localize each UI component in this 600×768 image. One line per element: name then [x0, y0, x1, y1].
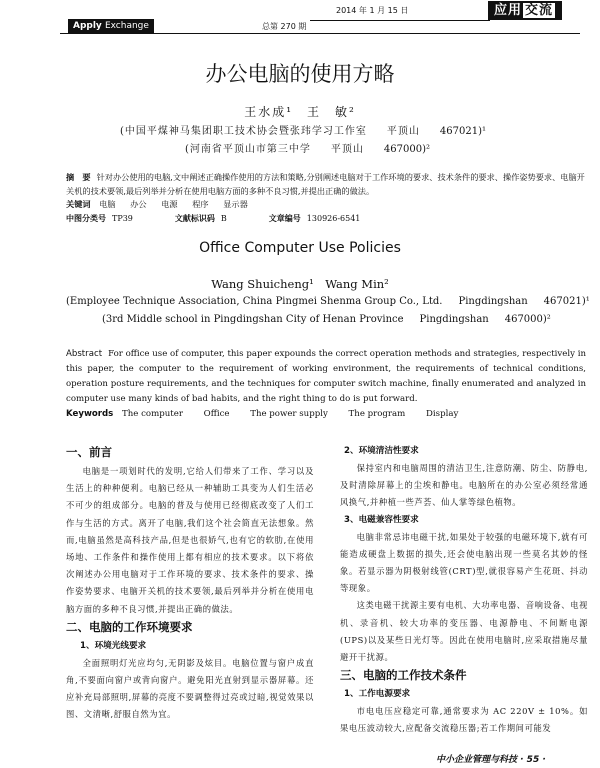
- page-footer: 中小企业管理与科技 · 55 ·: [436, 755, 546, 765]
- journal-tag-apply: Apply: [73, 21, 102, 31]
- affiliation-en-1-city: Pingdingshan: [458, 296, 528, 307]
- journal-tag: [68, 19, 154, 33]
- abstract-cn-text: 针对办公使用的电脑,文中阐述正确操作使用的方法和策略,分别阐述电脑对于工作环境的要求、技术条件的要求、操作姿势要求、电脑开关机的技术要领,最后列举并分析在使用电脑方面的多种不良习惯,并提出正确的做法。: [66, 172, 585, 196]
- classification-row: [66, 213, 360, 224]
- affiliation-en-2-city: Pingdingshan: [419, 314, 489, 325]
- keyword-en: The power supply: [250, 409, 328, 419]
- keyword-en: The program: [348, 409, 406, 419]
- keyword-en: The computer: [122, 409, 183, 419]
- column-label-b: 交流: [522, 2, 556, 19]
- keyword-en: Display: [426, 409, 459, 419]
- subsection-2-3-paragraph-2: 这类电磁干扰源主要有电机、大功率电器、音响设备、电视机、录音机、较大功率的变压器、电源静电、不间断电源(UPS)以及某些日光灯等。因此在使用电脑时,应采取措施尽量避开干扰源。: [340, 600, 588, 663]
- affiliation-en-2-zip: 467000)²: [504, 314, 551, 325]
- article-no-label: 文章编号: [268, 214, 301, 223]
- affiliation-en-1-org: (Employee Technique Association, China Pingmei Shenma Group Co., Ltd.: [66, 296, 443, 307]
- keywords-cn-label: 关键词: [66, 199, 91, 209]
- body-column-right: [340, 443, 588, 738]
- affiliation-en-2-org: (3rd Middle school in Pingdingshan City of Henan Province: [102, 314, 404, 325]
- keyword-cn: 显示器: [223, 199, 248, 209]
- article-title-en: Office Computer Use Policies: [199, 240, 401, 256]
- authors-en: Wang Shuicheng¹ Wang Min²: [211, 277, 389, 291]
- subsection-heading-3-1: 1、工作电源要求: [344, 689, 411, 700]
- section-heading-2: 二、电脑的工作环境要求: [66, 619, 193, 634]
- subsection-heading-2-1: 1、环境光线要求: [80, 640, 147, 651]
- affiliation-cn-2-city: 平顶山: [330, 144, 364, 155]
- body-column-left: [66, 443, 314, 724]
- keyword-en: Office: [203, 409, 230, 419]
- keyword-cn: 办公: [130, 199, 147, 209]
- keyword-cn: 程序: [192, 199, 209, 209]
- keyword-cn: 电脑: [99, 199, 116, 209]
- doc-code-value: B: [220, 214, 227, 223]
- abstract-cn: [66, 170, 586, 198]
- subsection-2-1-paragraph: 全面照明灯光应均匀,无阴影及炫目。电脑位置与窗户成直角,不要面向窗户或背向窗户。避免阳光直射到显示器屏幕。还应补充局部照明,屏幕的亮度不要调整得过亮或过暗,视觉效果以图、文清晰,舒服自然为宜。: [66, 657, 314, 720]
- header-rule-top: [310, 20, 490, 21]
- affiliation-en-2: [102, 314, 551, 325]
- article-title-cn: 办公电脑的使用方略: [205, 62, 395, 86]
- subsection-2-3-paragraph-1: 电脑非常忌讳电磁干扰,如果处于较强的电磁环境下,就有可能造成硬盘上数据的损失,还会使电脑出现一些莫名其妙的怪象。若显示器为阴极射线管(CRT)型,就很容易产生花斑、抖动等现象。: [340, 531, 588, 594]
- affiliation-cn-2-zip: 467000)²: [383, 144, 430, 155]
- subsection-2-2-paragraph: 保持室内和电脑周围的清洁卫生,注意防潮、防尘、防静电,及时清除屏幕上的尘埃和静电。电脑所在的办公室必须经常通风换气,并种植一些芦荟、仙人掌等绿色植物。: [340, 463, 588, 508]
- issue-number: 总第 270 期: [262, 22, 307, 31]
- doc-code-label: 文献标识码: [174, 214, 215, 223]
- affiliation-en-1: [66, 296, 590, 307]
- keyword-cn: 电源: [161, 199, 178, 209]
- affiliation-cn-2-org: (河南省平顶山市第三中学: [185, 144, 311, 155]
- affiliation-cn-1-city: 平顶山: [386, 126, 420, 137]
- affiliation-en-1-zip: 467021)¹: [543, 296, 590, 307]
- cls-value: TP39: [112, 214, 133, 223]
- section-heading-1: 一、前言: [66, 445, 112, 459]
- page-header: [0, 0, 600, 40]
- abstract-cn-label: 摘 要: [66, 172, 91, 182]
- column-label-a: 应用: [494, 3, 523, 18]
- journal-tag-exchange: Exchange: [104, 21, 149, 31]
- keywords-cn: [66, 199, 260, 210]
- article-no-value: 130926-6541: [306, 214, 361, 223]
- keywords-en-label: Keywords: [66, 409, 114, 419]
- authors-cn: 王水成¹ 王 敏²: [244, 105, 356, 119]
- subsection-3-1-paragraph: 市电电压应稳定可靠,通常要求为 AC 220V ± 10%。如果电压波动较大,应配备交流稳压器;若工作期间可能发: [340, 706, 588, 734]
- keywords-en: [66, 409, 476, 419]
- section-1-paragraph: 电脑是一项划时代的发明,它给人们带来了工作、学习以及生活上的种种便利。电脑已经从一种辅助工具变为人们生活必不可少的组成部分。电脑的普及与使用已经彻底改变了人们工作与生活的方式。离开了电脑,我们这个社会简直无法想象。然而,电脑虽然是高科技产品,但是也很娇气,也有它的软肋,在使用场地、工作条件和操作使用上都有相应的技术要求。以下将依次阐述办公用电脑对于工作环境的要求、技术条件的要求、操作姿势要求、电脑开关机的技术要领,最后列举并分析在使用电脑方面的多种不良习惯,并提出正确的做法。: [66, 466, 314, 614]
- affiliation-cn-1-org: (中国平煤神马集团职工技术协会暨张玮学习工作室: [120, 126, 367, 137]
- abstract-en-label: Abstract: [66, 349, 103, 359]
- affiliation-cn-1-zip: 467021)¹: [439, 126, 486, 137]
- subsection-heading-2-3: 3、电磁兼容性要求: [344, 514, 419, 525]
- header-rule: [60, 33, 580, 34]
- affiliation-cn-2: [185, 140, 430, 155]
- issue-date: 2014 年 1 月 15 日: [336, 6, 409, 15]
- affiliation-cn-1: [120, 122, 486, 137]
- abstract-en-text: For office use of computer, this paper expounds the correct operation methods and strategies, respectively in this paper, the computer to the requirement of working environment, the requirements of technical conditions, operation posture requirements, and the techniques for computer switch machine, finally enumerated and analyzed in computer use many kinds of bad habits, and the right thing to do is put forward.: [66, 349, 586, 404]
- section-heading-3: 三、电脑的工作技术条件: [340, 668, 467, 683]
- column-label: [488, 1, 562, 20]
- cls-label: 中图分类号: [66, 214, 106, 223]
- abstract-en: [66, 347, 586, 407]
- subsection-heading-2-2: 2、环境清洁性要求: [344, 446, 419, 456]
